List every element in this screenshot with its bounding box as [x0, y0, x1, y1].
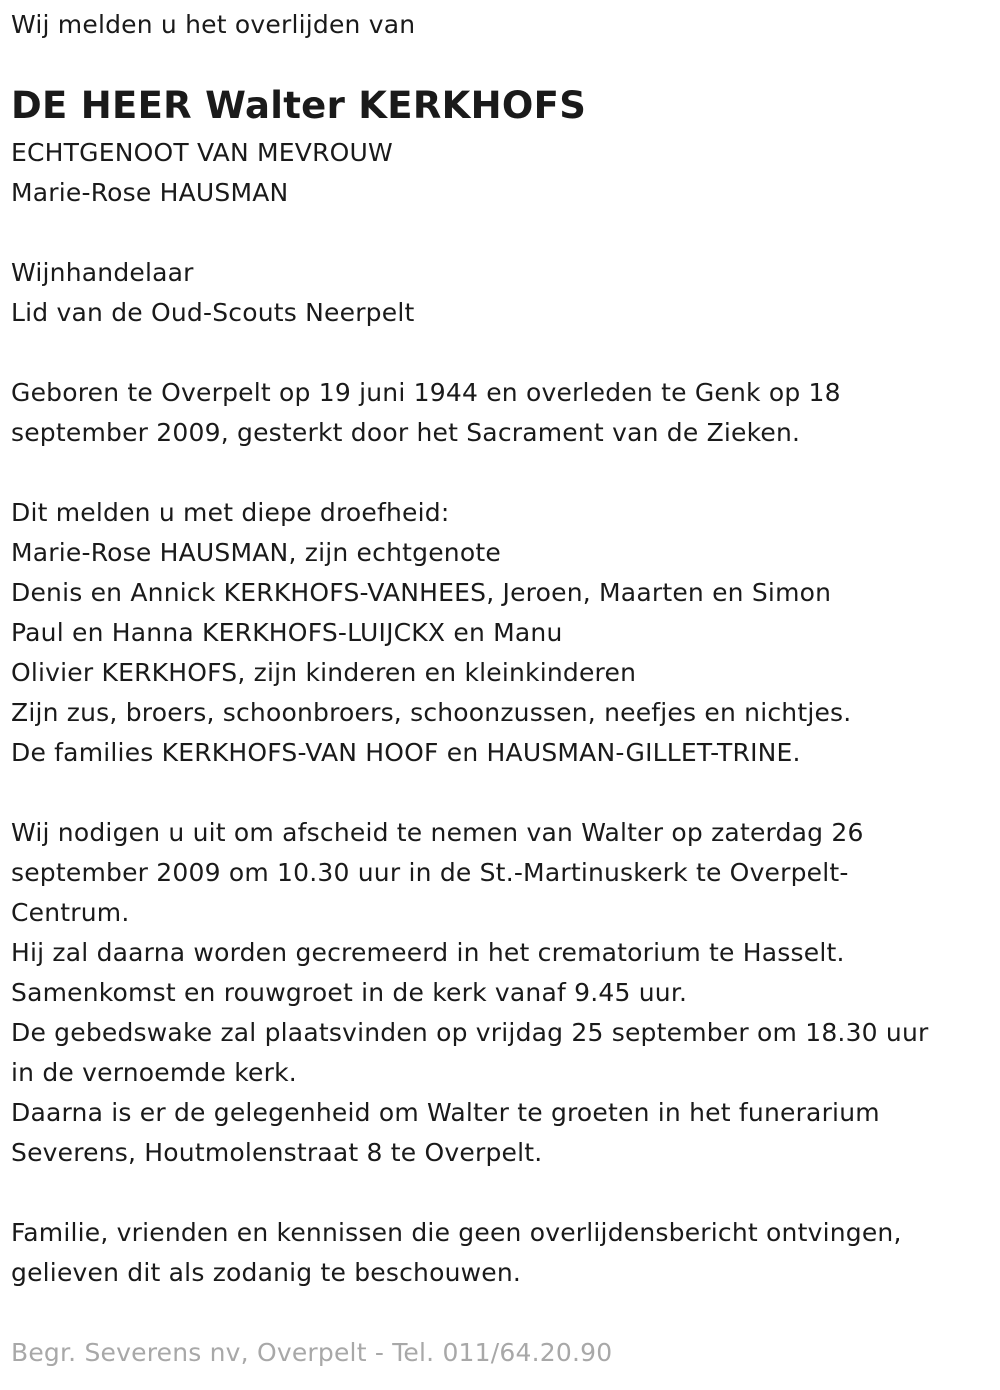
ceremony-line: in de vernoemde kerk. — [11, 1058, 297, 1087]
mourners-heading: Dit melden u met diepe droefheid: — [11, 498, 450, 527]
ceremony-block — [11, 813, 929, 1173]
ceremony-line: Severens, Houtmolenstraat 8 te Overpelt. — [11, 1138, 543, 1167]
ceremony-line: Samenkomst en rouwgroet in de kerk vanaf 9.45 uur. — [11, 978, 688, 1007]
birth-death-line: september 2009, gesterkt door het Sacrament van de Zieken. — [11, 418, 801, 447]
mourner-line: Denis en Annick KERKHOFS-VANHEES, Jeroen, Maarten en Simon — [11, 578, 832, 607]
mourner-line: Marie-Rose HAUSMAN, zijn echtgenote — [11, 538, 501, 567]
ceremony-line: De gebedswake zal plaatsvinden op vrijdag 25 september om 18.30 uur — [11, 1018, 929, 1047]
mourners-block — [11, 493, 851, 773]
mourner-line: Paul en Hanna KERKHOFS-LUIJCKX en Manu — [11, 618, 563, 647]
ceremony-line: Daarna is er de gelegenheid om Walter te groeten in het funerarium — [11, 1098, 880, 1127]
spouse-block — [11, 133, 393, 213]
funeral-home-footer: Begr. Severens nv, Overpelt - Tel. 011/64.20.90 — [11, 1338, 613, 1367]
birth-death-line: Geboren te Overpelt op 19 juni 1944 en overleden te Genk op 18 — [11, 378, 841, 407]
occupation-block — [11, 253, 414, 333]
closing-block — [11, 1213, 902, 1293]
birth-death-block — [11, 373, 841, 453]
spouse-name: Marie-Rose HAUSMAN — [11, 178, 289, 207]
deceased-name: DE HEER Walter KERKHOFS — [11, 84, 587, 127]
ceremony-line: Hij zal daarna worden gecremeerd in het crematorium te Hasselt. — [11, 938, 845, 967]
ceremony-line: Centrum. — [11, 898, 130, 927]
mourner-line: Zijn zus, broers, schoonbroers, schoonzussen, neefjes en nichtjes. — [11, 698, 852, 727]
closing-line: gelieven dit als zodanig te beschouwen. — [11, 1258, 522, 1287]
spouse-title: ECHTGENOOT VAN MEVROUW — [11, 138, 393, 167]
occupation-line: Wijnhandelaar — [11, 258, 194, 287]
closing-line: Familie, vrienden en kennissen die geen overlijdensbericht ontvingen, — [11, 1218, 902, 1247]
membership-line: Lid van de Oud-Scouts Neerpelt — [11, 298, 415, 327]
ceremony-line: Wij nodigen u uit om afscheid te nemen van Walter op zaterdag 26 — [11, 818, 864, 847]
ceremony-line: september 2009 om 10.30 uur in de St.-Martinuskerk te Overpelt- — [11, 858, 849, 887]
intro-text: Wij melden u het overlijden van — [11, 10, 416, 39]
mourner-line: De families KERKHOFS-VAN HOOF en HAUSMAN-GILLET-TRINE. — [11, 738, 801, 767]
mourner-line: Olivier KERKHOFS, zijn kinderen en kleinkinderen — [11, 658, 637, 687]
